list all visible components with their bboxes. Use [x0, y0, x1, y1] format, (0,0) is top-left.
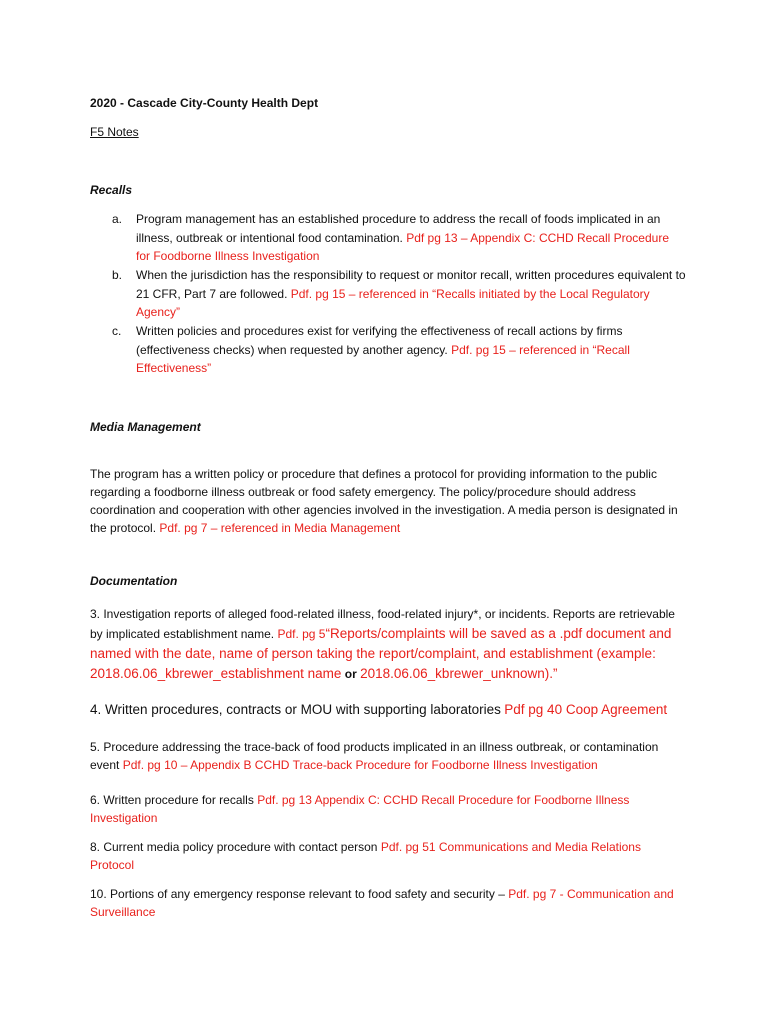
- item-8-ref: Pdf. pg 51 Communications and Media Relations Protocol: [90, 840, 641, 872]
- media-heading: Media Management: [90, 420, 201, 434]
- documentation-item-4: [90, 700, 686, 720]
- item-6-ref: Pdf. pg 13 Appendix C: CCHD Recall Procedure for Foodborne Illness Investigation: [90, 793, 630, 825]
- item-3-ref-big: “Reports/complaints will be saved as a .pdf document and named with the date, name of person taking the report/complaint, and establishment (example: 2018.06.06_kbrewer_establishment name: [90, 626, 672, 681]
- item-10-text: 10. Portions of any emergency response relevant to food safety and security –: [90, 887, 505, 901]
- item-3-text: 3. Investigation reports of alleged food-related illness, food-related injury*, or incidents. Reports are retrievable by implicated establishment name.: [90, 607, 675, 641]
- documentation-item-8: [90, 838, 686, 874]
- recall-item-a-text: Program management has an established procedure to address the recall of foods implicated in an illness, outbreak or intentional food contamination.: [136, 212, 661, 245]
- item-4-ref: Pdf pg 40 Coop Agreement: [504, 702, 668, 717]
- recall-item-b-text: When the jurisdiction has the responsibility to request or monitor recall, written procedures equivalent to 21 CFR, Part 7 are followed.: [136, 268, 686, 301]
- recall-item-c-text: Written policies and procedures exist for verifying the effectiveness of recall actions by firms (effectiveness checks) when requested by another agency.: [136, 324, 623, 357]
- recall-item-a-ref: Pdf pg 13 – Appendix C: CCHD Recall Procedure for Foodborne Illness Investigation: [136, 230, 669, 263]
- recall-item-c-letter: c.: [112, 324, 122, 338]
- documentation-item-6: [90, 791, 686, 827]
- media-text: The program has a written policy or procedure that defines a protocol for providing information to the public regarding a foodborne illness outbreak or food safety emergency. The policy/procedure should address coordination and cooperation with other agencies involved in the investigation. A media person is designated in the protocol.: [90, 467, 678, 535]
- media-ref: Pdf. pg 7 – referenced in Media Management: [159, 521, 401, 535]
- documentation-item-3: [90, 605, 686, 684]
- recall-item-c: [136, 322, 686, 378]
- document-title: 2020 - Cascade City-County Health Dept: [90, 96, 319, 110]
- item-10-ref: Pdf. pg 7 - Communication and Surveillance: [90, 887, 674, 919]
- item-3-ref-big2: 2018.06.06_kbrewer_unknown).”: [360, 666, 558, 681]
- media-paragraph: [90, 465, 686, 537]
- recall-item-c-ref: Pdf. pg 15 – referenced in “Recall Effectiveness”: [136, 342, 630, 375]
- recall-item-a-letter: a.: [112, 212, 123, 226]
- item-3-or: or: [344, 667, 357, 681]
- item-4-text: 4. Written procedures, contracts or MOU with supporting laboratories: [90, 702, 501, 717]
- item-8-text: 8. Current media policy procedure with contact person: [90, 840, 378, 854]
- recalls-heading: Recalls: [90, 183, 133, 197]
- item-6-text: 6. Written procedure for recalls: [90, 793, 254, 807]
- recall-item-b: [136, 266, 686, 322]
- item-3-ref-small: Pdf. pg 5: [277, 627, 326, 641]
- documentation-item-10: [90, 885, 686, 921]
- item-5-ref: Pdf. pg 10 – Appendix B CCHD Trace-back Procedure for Foodborne Illness Investigation: [122, 758, 598, 772]
- recall-item-b-ref: Pdf. pg 15 – referenced in “Recalls initiated by the Local Regulatory Agency”: [136, 286, 650, 319]
- document-subtitle: F5 Notes: [90, 125, 139, 139]
- documentation-item-5: [90, 738, 686, 774]
- item-5-text: 5. Procedure addressing the trace-back of food products implicated in an illness outbreak, or contamination event: [90, 740, 659, 772]
- recall-item-a: [136, 210, 686, 266]
- documentation-heading: Documentation: [90, 574, 178, 588]
- recall-item-b-letter: b.: [112, 268, 123, 282]
